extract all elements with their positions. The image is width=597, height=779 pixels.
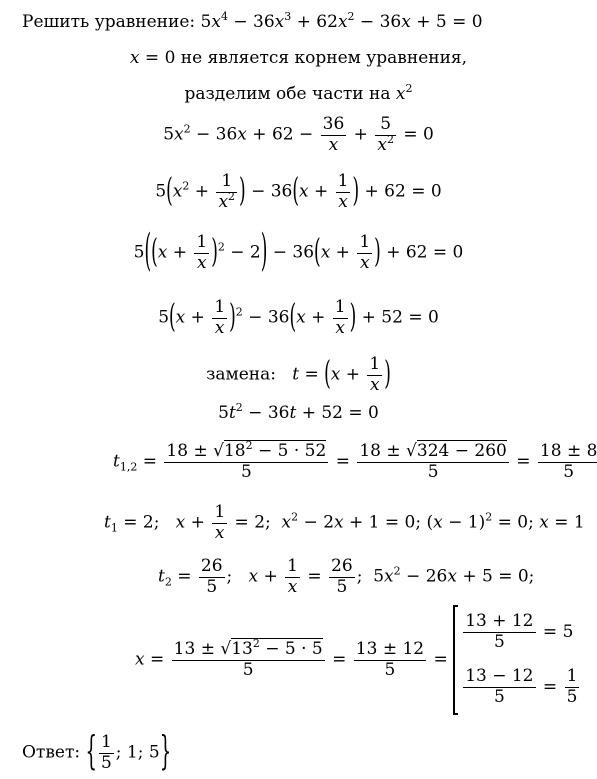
solution-bracket: $\frac{13 + 12}{5}$ = 5 $\frac{13 - 12}{5}$ = $\frac{1}{5}$ (453, 605, 581, 715)
divide-note: разделим обе части на $x^2$ (184, 82, 413, 104)
problem-label: Решить уравнение: (22, 12, 196, 32)
problem-equation: $5x^4 - 36x^3 + 62x^2 - 36x + 5 = 0$ (200, 10, 483, 32)
answer-label: Ответ: (22, 742, 81, 763)
divided-equation: $5x^2 - 36x + 62$ − $\frac{36}{x}$ + $\frac{5}{x^2}$ = 0 (163, 114, 434, 155)
grouped-equation: $5(x^2$ + $\frac{1}{x^2}$ ) − 36(x + $\frac{1}{x}$ ) + 62 = 0 (155, 171, 442, 212)
t1-solution: $t_1 = 2$; x + $\frac{1}{x}$ = 2; $x^2 - 2x + 1 = 0$; $(x - 1)^2 = 0$; x = 1 (104, 502, 585, 543)
not-root-note: x = 0 не является корнем уравнения, (129, 48, 468, 68)
problem-statement (22, 10, 483, 32)
substitution-label: замена: (206, 364, 276, 385)
not-root-text: не является корнем уравнения, (180, 48, 468, 68)
quadratic-in-t: $5t^2 - 36t + 52 = 0$ (218, 401, 379, 423)
t2-solution: $t_2$ = $\frac{26}{5}$ ; x + $\frac{1}{x}$ = $\frac{26}{5}$ ; $5x^2 - 26x + 5 = 0$; (158, 556, 535, 597)
t-roots-formula: $t_{1,2}$ = $\frac{18 \pm √18^2 - 5 \cdot 52}{5}$ = $\frac{18 \pm √324 - 260}{5}$ = $\frac{18 \pm 8}{5}$ (113, 442, 597, 482)
substitution-line: замена: t = (x + $\frac{1}{x}$ ) (206, 354, 391, 395)
x-roots-formula: x = $\frac{13 \pm √13^2 - 5 \cdot 5}{5}$ = $\frac{13 \pm 12}{5}$ = $\frac{13 + 12}{5}$ = 5 $\frac{13 - 12}{5}$ = $\frac{1}{5}$ (135, 605, 581, 715)
answer-line: Ответ: { $\frac{1}{5}$ ; 1; 5} (22, 728, 172, 776)
simplified-equation: 5(x + $\frac{1}{x}$ )$^2$ − 36(x + $\frac{1}{x}$ ) + 52 = 0 (158, 297, 439, 338)
square-transform-equation: 5((x + $\frac{1}{x}$ )$^2$ − 2) − 36(x + $\frac{1}{x}$ ) + 62 = 0 (133, 225, 464, 278)
divide-text: разделим обе части на (184, 84, 391, 104)
